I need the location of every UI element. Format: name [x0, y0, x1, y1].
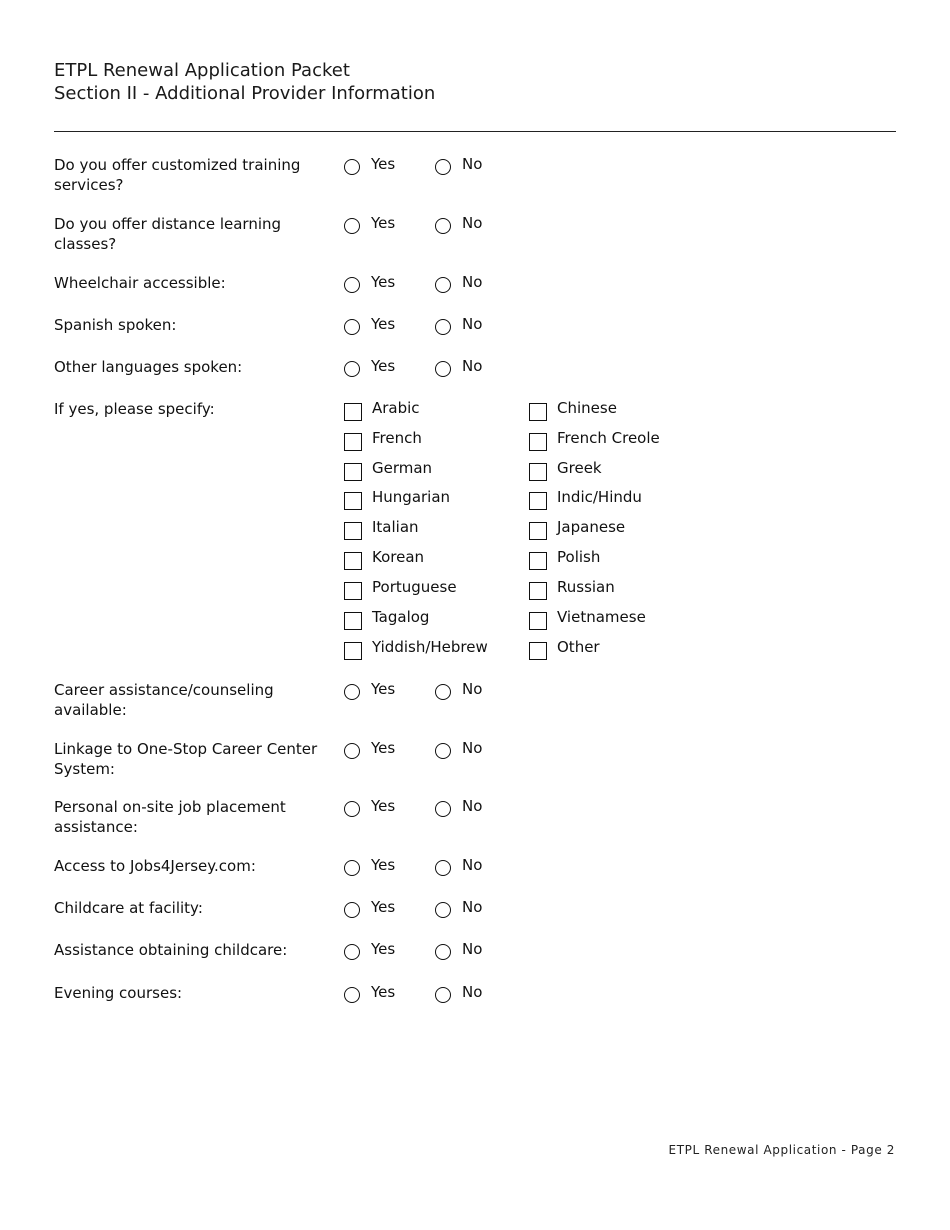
language-label: Russian	[557, 578, 615, 596]
no-label: No	[462, 315, 483, 333]
checkbox[interactable]	[529, 612, 547, 630]
checkbox[interactable]	[529, 403, 547, 421]
language-label: Yiddish/Hebrew	[372, 638, 488, 656]
no-radio[interactable]	[435, 684, 451, 700]
no-radio[interactable]	[435, 159, 451, 175]
no-label: No	[462, 983, 483, 1001]
yes-label: Yes	[371, 983, 396, 1001]
header-divider	[54, 131, 896, 132]
no-label: No	[462, 739, 483, 757]
no-radio[interactable]	[435, 218, 451, 234]
language-label: Vietnamese	[557, 608, 646, 626]
yes-radio[interactable]	[344, 860, 360, 876]
yes-label: Yes	[371, 155, 396, 173]
checkbox[interactable]	[344, 612, 362, 630]
language-label: Italian	[372, 518, 419, 536]
yes-label: Yes	[371, 898, 396, 916]
yes-label: Yes	[371, 273, 396, 291]
question-label: Other languages spoken:	[54, 358, 243, 376]
no-label: No	[462, 680, 483, 698]
section-title: Section II - Additional Provider Information	[54, 83, 436, 104]
languages-prompt: If yes, please specify:	[54, 400, 215, 418]
question-label: Do you offer customized training services?	[54, 156, 301, 194]
yes-label: Yes	[371, 315, 396, 333]
no-radio[interactable]	[435, 860, 451, 876]
checkbox[interactable]	[529, 642, 547, 660]
question-label: Wheelchair accessible:	[54, 274, 226, 292]
language-label: Other	[557, 638, 600, 656]
language-label: Polish	[557, 548, 601, 566]
no-label: No	[462, 155, 483, 173]
yes-label: Yes	[371, 856, 396, 874]
yes-radio[interactable]	[344, 684, 360, 700]
language-label: Portuguese	[372, 578, 457, 596]
language-label: Japanese	[557, 518, 626, 536]
no-radio[interactable]	[435, 944, 451, 960]
page-footer: ETPL Renewal Application - Page 2	[668, 1143, 895, 1157]
language-label: Arabic	[372, 399, 420, 417]
yes-label: Yes	[371, 214, 396, 232]
question-label: Linkage to One-Stop Career Center System:	[54, 740, 318, 778]
no-radio[interactable]	[435, 361, 451, 377]
no-label: No	[462, 797, 483, 815]
question-label: Access to Jobs4Jersey.com:	[54, 857, 256, 875]
checkbox[interactable]	[529, 552, 547, 570]
question-label: Evening courses:	[54, 984, 183, 1002]
no-radio[interactable]	[435, 743, 451, 759]
language-label: French Creole	[557, 429, 660, 447]
yes-label: Yes	[371, 940, 396, 958]
checkbox[interactable]	[344, 463, 362, 481]
checkbox[interactable]	[529, 492, 547, 510]
checkbox[interactable]	[529, 582, 547, 600]
checkbox[interactable]	[344, 582, 362, 600]
no-label: No	[462, 856, 483, 874]
yes-radio[interactable]	[344, 218, 360, 234]
checkbox[interactable]	[344, 522, 362, 540]
document-title: ETPL Renewal Application Packet	[54, 60, 350, 81]
question-label: Do you offer distance learning classes?	[54, 215, 282, 253]
no-radio[interactable]	[435, 277, 451, 293]
no-radio[interactable]	[435, 801, 451, 817]
no-label: No	[462, 357, 483, 375]
language-label: Greek	[557, 459, 602, 477]
yes-label: Yes	[371, 739, 396, 757]
yes-radio[interactable]	[344, 801, 360, 817]
page-header	[54, 59, 435, 105]
question-label: Assistance obtaining childcare:	[54, 941, 288, 959]
yes-radio[interactable]	[344, 902, 360, 918]
yes-radio[interactable]	[344, 944, 360, 960]
yes-label: Yes	[371, 797, 396, 815]
question-label: Childcare at facility:	[54, 899, 203, 917]
checkbox[interactable]	[344, 492, 362, 510]
yes-radio[interactable]	[344, 277, 360, 293]
checkbox[interactable]	[344, 433, 362, 451]
question-label: Personal on-site job placement assistance:	[54, 798, 286, 836]
yes-radio[interactable]	[344, 743, 360, 759]
yes-radio[interactable]	[344, 987, 360, 1003]
no-radio[interactable]	[435, 319, 451, 335]
no-label: No	[462, 898, 483, 916]
language-label: Tagalog	[372, 608, 430, 626]
no-label: No	[462, 273, 483, 291]
no-label: No	[462, 214, 483, 232]
language-label: Indic/Hindu	[557, 488, 642, 506]
language-label: French	[372, 429, 422, 447]
language-label: Hungarian	[372, 488, 451, 506]
checkbox[interactable]	[529, 522, 547, 540]
yes-radio[interactable]	[344, 361, 360, 377]
checkbox[interactable]	[529, 433, 547, 451]
yes-radio[interactable]	[344, 159, 360, 175]
no-radio[interactable]	[435, 987, 451, 1003]
checkbox[interactable]	[344, 403, 362, 421]
no-radio[interactable]	[435, 902, 451, 918]
question-label: Career assistance/counseling available:	[54, 681, 274, 719]
yes-label: Yes	[371, 357, 396, 375]
checkbox[interactable]	[344, 552, 362, 570]
language-label: German	[372, 459, 433, 477]
yes-radio[interactable]	[344, 319, 360, 335]
question-label: Spanish spoken:	[54, 316, 177, 334]
checkbox[interactable]	[529, 463, 547, 481]
checkbox[interactable]	[344, 642, 362, 660]
no-label: No	[462, 940, 483, 958]
yes-label: Yes	[371, 680, 396, 698]
language-label: Chinese	[557, 399, 617, 417]
language-label: Korean	[372, 548, 425, 566]
